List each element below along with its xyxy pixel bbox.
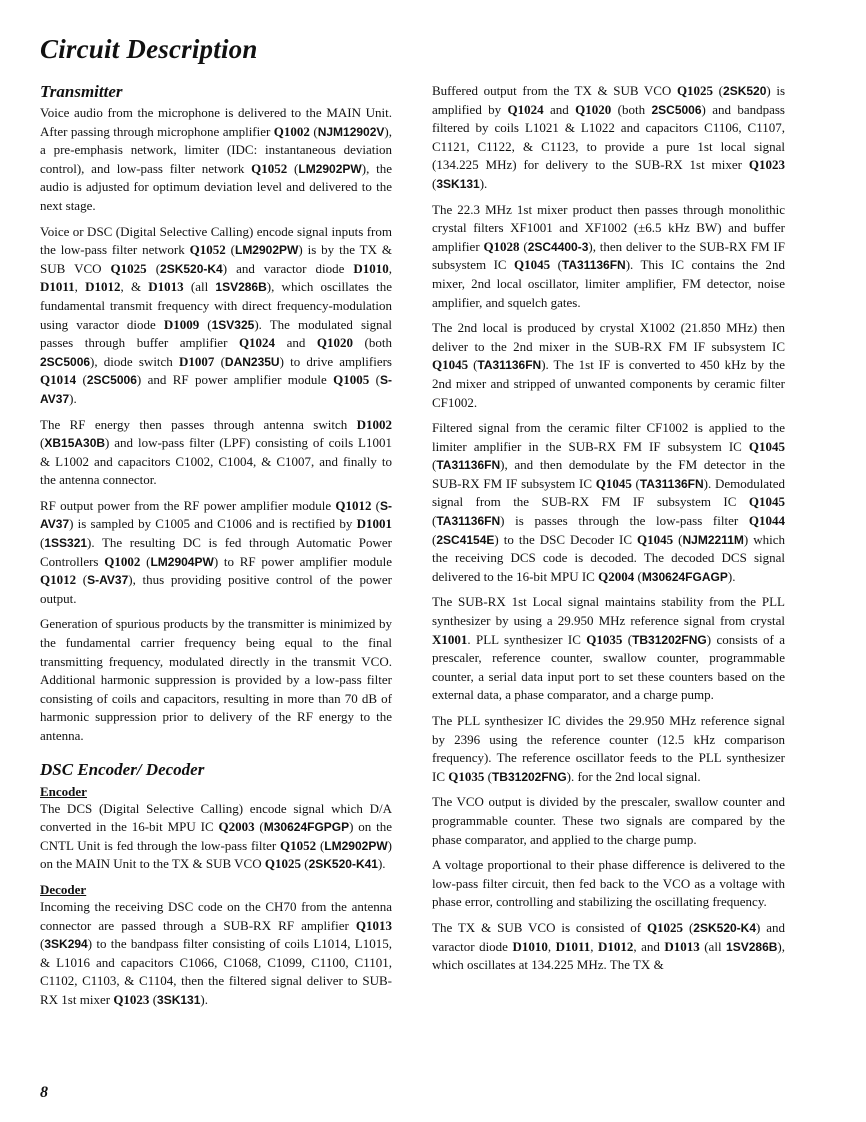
text-run: ( bbox=[484, 768, 492, 784]
part-number: 1SV286B bbox=[215, 280, 267, 295]
text-run: ( bbox=[40, 435, 45, 451]
right-column bbox=[432, 82, 785, 982]
dsc-heading: DSC Encoder/ Decoder bbox=[40, 759, 205, 779]
text-run: , bbox=[590, 938, 598, 954]
text-run: ( bbox=[287, 160, 299, 176]
text-run: ), thus providing positive control of the power output. bbox=[40, 572, 392, 606]
component-ref: D1012 bbox=[85, 279, 121, 295]
paragraph bbox=[40, 800, 392, 874]
text-run: ( bbox=[40, 535, 45, 551]
component-ref: Q1023 bbox=[113, 991, 150, 1007]
component-ref: Q1024 bbox=[238, 335, 276, 351]
text-run: ( bbox=[40, 936, 45, 952]
encoder-subheading: Encoder bbox=[40, 783, 87, 799]
component-ref: Q1025 bbox=[646, 919, 684, 935]
text-run: ( bbox=[76, 372, 87, 388]
part-number: XB15A30B bbox=[44, 436, 106, 451]
text-run: ( bbox=[634, 568, 642, 584]
part-number: 3SK294 bbox=[44, 937, 88, 952]
component-ref: Q1002 bbox=[273, 123, 310, 139]
text-run: ( bbox=[519, 238, 528, 254]
part-number: 1SV286B bbox=[726, 939, 778, 954]
text-run: ( bbox=[316, 837, 325, 853]
part-number: 2SK520-K4 bbox=[160, 261, 223, 276]
component-ref: Q1024 bbox=[507, 101, 544, 117]
text-run: and bbox=[543, 101, 576, 117]
text-run: ) and low-pass filter (LPF) consisting of coils L1001 & L1002 and capacitors C1002, C1004, & C1007, and finally to the antenna connector. bbox=[40, 435, 392, 488]
text-run: ) is by the TX & SUB VCO bbox=[40, 242, 392, 276]
paragraph bbox=[40, 497, 392, 609]
component-ref: D1010 bbox=[353, 260, 389, 276]
component-ref: Q1052 bbox=[251, 160, 288, 176]
text-run: ) to the DSC Decoder IC bbox=[494, 531, 638, 547]
text-run: ). Demodulated signal from the SUB-RX FM IF subsystem IC bbox=[432, 475, 785, 510]
component-ref: Q1045 bbox=[595, 475, 632, 491]
text-run: ). bbox=[377, 856, 386, 872]
text-run: ). The 1st IF is converted to 450 kHz by the 2nd mixer and stripped of unwanted components by ceramic filter CF1002. bbox=[432, 357, 785, 410]
part-number: S-AV37 bbox=[40, 498, 392, 532]
part-number: TA31136FN bbox=[436, 458, 501, 473]
text-run: ), which oscillates the fundamental transmit frequency with direct frequency-modulation using varactor diode bbox=[40, 279, 392, 332]
text-run: , bbox=[74, 279, 86, 295]
text-run: ). bbox=[200, 991, 208, 1007]
component-ref: Q1035 bbox=[586, 631, 623, 647]
decoder-subheading: Decoder bbox=[40, 881, 87, 897]
part-number: LM2902PW bbox=[298, 161, 362, 176]
part-number: 1SS321 bbox=[44, 536, 88, 551]
text-run: ) and varactor diode bbox=[222, 260, 354, 276]
part-number: 1SV325 bbox=[211, 317, 255, 332]
text-run: ) consists of a prescaler, reference counter, swallow counter, programmable counter, a serial data input port to set these counters based on the external data, a phase comparator, and a charge pump. bbox=[432, 631, 785, 703]
component-ref: D1011 bbox=[40, 279, 75, 295]
text-run: ). for the 2nd local signal. bbox=[566, 768, 701, 784]
text-run: ( bbox=[713, 83, 724, 98]
paragraph bbox=[40, 898, 392, 1010]
component-ref: Q1025 bbox=[110, 260, 147, 276]
component-ref: Q1005 bbox=[333, 372, 370, 388]
paragraph bbox=[432, 593, 785, 705]
text-run: ), the audio is adjusted for optimum deviation level and delivered to the next stage. bbox=[40, 160, 392, 213]
text-run: ( bbox=[146, 260, 161, 276]
text-run: ( bbox=[199, 316, 212, 332]
text-run: ( bbox=[140, 553, 151, 569]
component-ref: D1013 bbox=[664, 938, 700, 954]
component-ref: D1012 bbox=[597, 938, 634, 954]
part-number: S-AV37 bbox=[87, 573, 129, 588]
part-number: TB31202FNG bbox=[491, 769, 567, 784]
component-ref: Q1012 bbox=[335, 497, 372, 513]
text-run: The 2nd local is produced by crystal X1002 (21.850 MHz) then deliver to the 2nd mixer in the SUB-RX FM IF subsystem IC bbox=[432, 320, 785, 354]
component-ref: D1010 bbox=[512, 938, 548, 954]
text-run: ( bbox=[369, 372, 380, 388]
text-run: ( bbox=[300, 856, 309, 872]
component-ref: D1007 bbox=[179, 353, 215, 369]
text-run: . PLL synthesizer IC bbox=[467, 631, 587, 647]
left-column bbox=[40, 82, 392, 1017]
component-ref: Q1052 bbox=[189, 242, 226, 258]
text-run: The PLL synthesizer IC divides the 29.950 MHz reference signal by 2396 using the reference counter (12.5 kHz comparison frequency). The reference oscillator feeds to the PLL synthesizer IC bbox=[432, 713, 785, 784]
text-run: The DCS (Digital Selective Calling) encode signal which D/A converted in the 16-bit MPU IC bbox=[40, 800, 392, 835]
paragraph bbox=[432, 712, 785, 786]
text-run: Voice audio from the microphone is delivered to the MAIN Unit. After passing through microphone amplifier bbox=[40, 105, 392, 139]
text-run: The RF energy then passes through antenna switch bbox=[40, 416, 357, 432]
part-number: TA31136FN bbox=[436, 514, 501, 529]
part-number: LM2902PW bbox=[324, 838, 388, 853]
part-number: S-AV37 bbox=[40, 373, 392, 406]
paragraph bbox=[40, 223, 392, 409]
component-ref: Q1045 bbox=[748, 438, 785, 454]
text-run: ). The resulting DC is fed through Automatic Power Controllers bbox=[40, 535, 392, 569]
part-number: 2SK520 bbox=[723, 84, 767, 98]
paragraph: The VCO output is divided by the prescaler, swallow counter and programmable counter. These two signals are compared by the phase comparator, and applied to the charge pump. bbox=[432, 794, 785, 847]
component-ref: Q1023 bbox=[748, 157, 785, 173]
text-run: ), diode switch bbox=[90, 353, 179, 369]
part-number: 2SC4154E bbox=[436, 532, 495, 547]
component-ref: Q2004 bbox=[598, 568, 635, 584]
text-run: ) on the MAIN Unit to the TX & SUB VCO bbox=[40, 837, 392, 872]
text-run: Buffered output from the TX & SUB VCO bbox=[432, 83, 677, 98]
text-run: Voice or DSC (Digital Selective Calling) encode signal inputs from the low-pass filter network bbox=[40, 223, 392, 258]
text-run: ( bbox=[622, 631, 633, 647]
text-run: ) to RF power amplifier module bbox=[213, 553, 392, 569]
text-run: ) to the bandpass filter consisting of coils L1014, L1015, & L1016 and capacitors C1066, C1068, C1099, C1100, C1101, C1102, C1103, & C1104, then the filtered signal deliver to SUB-RX 1st mixer bbox=[40, 936, 392, 1007]
text-run: ( bbox=[631, 475, 640, 491]
component-ref: Q1044 bbox=[748, 513, 785, 529]
component-ref: D1011 bbox=[555, 938, 591, 954]
part-number: TB31202FNG bbox=[632, 632, 707, 647]
text-run: ). bbox=[69, 390, 77, 406]
part-number: 3SK131 bbox=[436, 176, 480, 191]
text-run: ) is passes through the low-pass filter bbox=[500, 513, 749, 529]
component-ref: Q1025 bbox=[676, 83, 714, 98]
component-ref: D1002 bbox=[356, 416, 392, 432]
component-ref: Q1020 bbox=[316, 335, 354, 351]
text-run: ( bbox=[149, 991, 158, 1007]
component-ref: Q1045 bbox=[748, 494, 785, 510]
page-number: 8 bbox=[40, 1084, 48, 1101]
text-run: ) which the receiving DCS code is decoded. The decoded DCS signal delivered to the 16-bit MPU IC bbox=[432, 531, 785, 584]
paragraph bbox=[432, 82, 785, 194]
paragraph bbox=[432, 319, 785, 412]
component-ref: Q1045 bbox=[514, 257, 551, 273]
text-run: The SUB-RX 1st Local signal maintains stability from the PLL synthesizer by using a 29.950 MHz reference signal from crystal bbox=[432, 594, 785, 629]
text-run: ( bbox=[309, 123, 318, 139]
component-ref: Q1028 bbox=[483, 238, 520, 254]
paragraph bbox=[40, 104, 392, 216]
text-run: ). This IC contains the 2nd mixer, 2nd local oscillator, limiter amplifier, FM detector, noise amplifier, and squelch gates. bbox=[432, 257, 785, 310]
part-number: DAN235U bbox=[224, 354, 280, 369]
text-run: ) is sampled by C1005 and C1006 and is rectified by bbox=[69, 516, 357, 532]
component-ref: D1013 bbox=[148, 279, 184, 295]
part-number: LM2902PW bbox=[234, 243, 299, 258]
page-title: Circuit Description bbox=[40, 34, 258, 64]
text-run: ( bbox=[254, 819, 264, 835]
text-run: ). The modulated signal passes through buffer amplifier bbox=[40, 316, 392, 351]
part-number: 2SC5006 bbox=[86, 373, 137, 388]
part-number: 2SK520-K4 bbox=[693, 920, 756, 935]
text-run: ) and varactor diode bbox=[432, 919, 785, 954]
part-number: NJM2211M bbox=[682, 532, 744, 547]
paragraph: A voltage proportional to their phase difference is delivered to the low-pass filter circuit, then fed back to the VCO as a voltage with phase error, controlling and stabilizing the oscillating frequency. bbox=[432, 857, 785, 910]
text-run: ( bbox=[371, 497, 380, 513]
text-run: ), and then demodulate by the FM detector in the SUB-RX FM IF subsystem IC bbox=[432, 457, 785, 491]
part-number: LM2904PW bbox=[150, 554, 214, 569]
paragraph bbox=[40, 416, 392, 490]
text-run: ), which oscillates at 134.225 MHz. The TX & bbox=[432, 938, 786, 973]
text-run: , and bbox=[633, 938, 665, 954]
part-number: M30624FGPGP bbox=[263, 820, 350, 835]
text-run: ) and bandpass filtered by coils L1021 & L1022 and capacitors C1106, C1107, C1121, C1122, & C1123, to provide a pure 1st local signal (134.225 MHz) for delivery to the SUB-RX 1st mixer bbox=[432, 101, 785, 173]
text-run: , bbox=[388, 260, 392, 276]
text-run: , bbox=[547, 938, 556, 954]
text-run: ) and RF power amplifier module bbox=[136, 372, 334, 388]
text-run: (all bbox=[699, 938, 727, 954]
paragraph: Generation of spurious products by the transmitter is minimized by the fundamental carrier frequency being equal to the final transmitting frequency, modulated directly in the transmit VCO. Additional harmonic suppression is provided by a low-pass filter consisting of coils and capacitors, resulting in more than 70 dB of harmonic suppression prior to delivery of the RF energy to the antenna. bbox=[40, 616, 392, 743]
transmitter-heading: Transmitter bbox=[40, 82, 123, 101]
text-run: ( bbox=[432, 531, 437, 547]
part-number: 2SC5006 bbox=[651, 102, 702, 117]
text-run: The TX & SUB VCO is consisted of bbox=[432, 919, 647, 935]
text-run: ( bbox=[432, 457, 437, 473]
component-ref: Q1012 bbox=[40, 572, 77, 588]
part-number: 2SC4400-3 bbox=[527, 239, 589, 254]
text-run: ) to drive amplifiers bbox=[279, 353, 392, 369]
part-number: 3SK131 bbox=[157, 992, 201, 1007]
text-run: ) is amplified by bbox=[432, 83, 786, 117]
text-run: ), a pre-emphasis network, limiter (IDC: instantaneous deviation control), and low-pass filter network bbox=[40, 123, 392, 176]
component-ref: Q1020 bbox=[575, 101, 612, 117]
paragraph bbox=[432, 201, 785, 313]
part-number: TA31136FN bbox=[639, 476, 704, 491]
text-run: (both bbox=[353, 335, 392, 351]
paragraph bbox=[432, 419, 785, 586]
text-run: , & bbox=[120, 279, 149, 295]
text-run: ( bbox=[76, 572, 88, 588]
text-run: Incoming the receiving DSC code on the CH70 from the antenna connector are passed through a SUB-RX RF amplifier bbox=[40, 898, 392, 933]
component-ref: D1001 bbox=[356, 516, 392, 532]
component-ref: Q1013 bbox=[355, 917, 392, 933]
text-run: ). bbox=[727, 568, 736, 584]
component-ref: Q2003 bbox=[218, 819, 255, 835]
text-run: and bbox=[275, 335, 317, 351]
text-run: ( bbox=[468, 357, 478, 373]
text-run: ( bbox=[432, 513, 437, 529]
component-ref: Q1045 bbox=[637, 531, 674, 547]
text-run: ) on the CNTL Unit is fed through the low-pass filter bbox=[40, 819, 392, 853]
text-run: ( bbox=[550, 257, 562, 273]
part-number: 2SK520-K41 bbox=[308, 857, 378, 872]
part-number: NJM12902V bbox=[317, 124, 385, 139]
component-ref: Q1045 bbox=[432, 357, 469, 373]
text-run: (all bbox=[183, 279, 216, 295]
text-run: ( bbox=[673, 531, 683, 547]
component-ref: Q1035 bbox=[448, 768, 485, 784]
text-run: ( bbox=[432, 175, 437, 191]
paragraph bbox=[432, 919, 785, 975]
component-ref: X1001 bbox=[432, 631, 468, 647]
component-ref: Q1002 bbox=[104, 553, 141, 569]
component-ref: D1009 bbox=[163, 316, 200, 332]
text-run: RF output power from the RF power amplifier module bbox=[40, 497, 336, 513]
part-number: M30624FGAGP bbox=[641, 569, 728, 584]
component-ref: Q1014 bbox=[40, 372, 77, 388]
part-number: 2SC5006 bbox=[40, 354, 91, 369]
text-run: ( bbox=[683, 919, 694, 935]
part-number: TA31136FN bbox=[561, 258, 626, 273]
text-run: The 22.3 MHz 1st mixer product then passes through monolithic crystal filters XF1001 and XF1002 (±6.5 kHz BW) and buffer amplifier bbox=[432, 201, 785, 254]
text-run: ). bbox=[479, 175, 488, 191]
part-number: TA31136FN bbox=[477, 358, 542, 373]
component-ref: Q1052 bbox=[280, 837, 317, 853]
component-ref: Q1025 bbox=[264, 856, 301, 872]
text-run: ( bbox=[214, 353, 225, 369]
text-run: ( bbox=[225, 242, 235, 258]
text-run: Filtered signal from the ceramic filter CF1002 is applied to the limiter amplifier in the SUB-RX FM IF subsystem IC bbox=[432, 420, 785, 454]
text-run: (both bbox=[611, 101, 652, 117]
text-run: ), then deliver to the SUB-RX FM IF subsystem IC bbox=[432, 238, 785, 273]
